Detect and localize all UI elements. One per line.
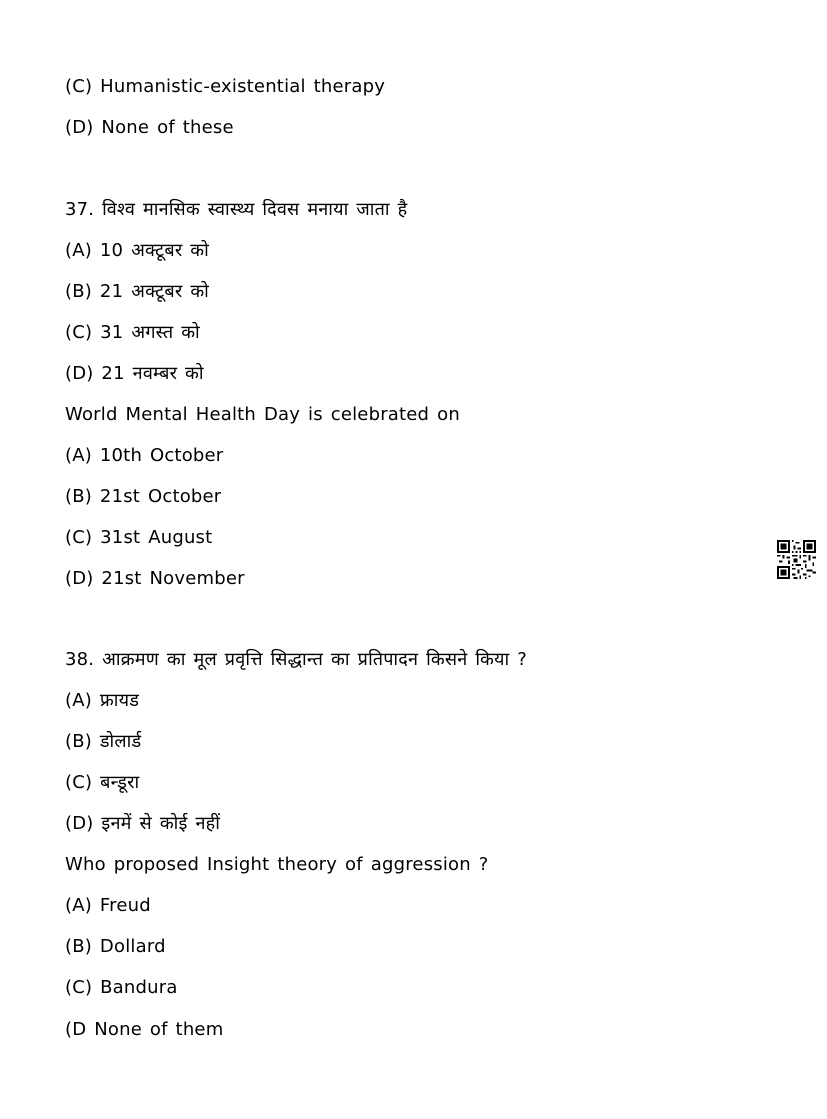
q36-option-c: (C) Humanistic-existential therapy (65, 76, 386, 97)
q37-hindi-question: 37. विश्व मानसिक स्वास्थ्य दिवस मनाया जाता है (65, 199, 408, 220)
q37-english-question: World Mental Health Day is celebrated on (65, 404, 460, 425)
q37-hindi-option-c: (C) 31 अगस्त को (65, 322, 200, 343)
qr-code-icon (777, 540, 816, 579)
q38-hindi-option-b: (B) डोलार्ड (65, 731, 142, 752)
q37-hindi-option-a: (A) 10 अक्टूबर को (65, 240, 209, 261)
q38-english-option-c: (C) Bandura (65, 977, 178, 998)
q37-hindi-option-d: (D) 21 नवम्बर को (65, 363, 204, 384)
q38-hindi-option-c: (C) बन्डूरा (65, 772, 140, 793)
q37-english-option-d: (D) 21st November (65, 568, 245, 589)
q38-hindi-option-a: (A) फ्रायड (65, 690, 140, 711)
q38-hindi-question: 38. आक्रमण का मूल प्रवृत्ति सिद्धान्त का प्रतिपादन किसने किया ? (65, 649, 527, 670)
q37-english-option-a: (A) 10th October (65, 445, 224, 466)
q37-english-option-c: (C) 31st August (65, 527, 213, 548)
q38-english-question: Who proposed Insight theory of aggression ? (65, 854, 489, 875)
q38-english-option-a: (A) Freud (65, 895, 151, 916)
q38-english-option-b: (B) Dollard (65, 936, 166, 957)
q36-option-d: (D) None of these (65, 117, 234, 138)
q37-hindi-option-b: (B) 21 अक्टूबर को (65, 281, 210, 302)
q38-hindi-option-d: (D) इनमें से कोई नहीं (65, 813, 221, 834)
qr-code-graphic (777, 540, 816, 579)
q38-english-option-d: (D None of them (65, 1019, 224, 1040)
q37-english-option-b: (B) 21st October (65, 486, 222, 507)
